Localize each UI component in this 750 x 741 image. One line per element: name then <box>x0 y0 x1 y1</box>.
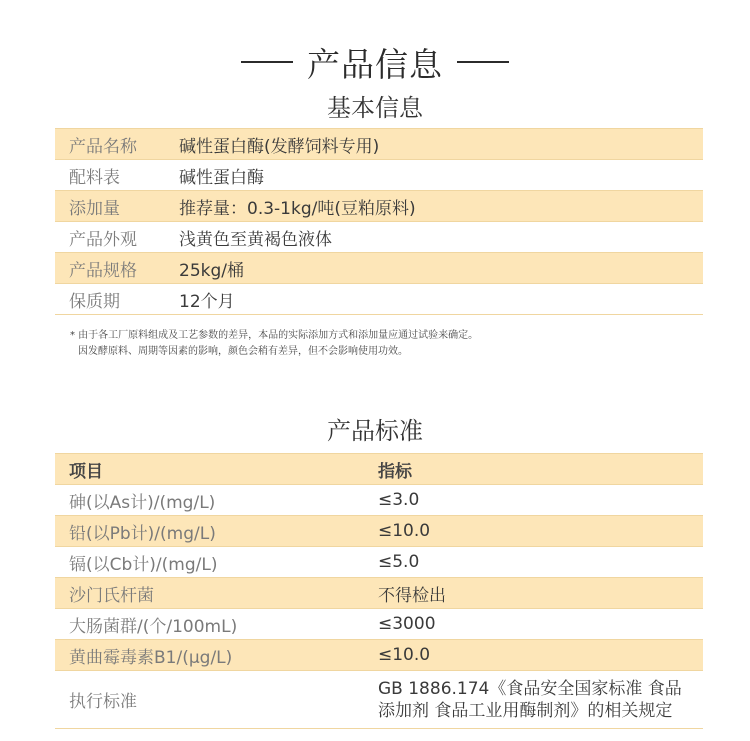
row-index: ≤10.0 <box>378 645 431 665</box>
header-index: 指标 <box>378 461 412 482</box>
row-item: 黄曲霉毒素B1/(μg/L) <box>69 647 233 668</box>
table-row <box>55 609 703 640</box>
table-row <box>55 284 703 315</box>
row-index: ≤5.0 <box>378 552 420 572</box>
table-row <box>55 640 703 671</box>
row-value: 12个月 <box>179 291 235 312</box>
footnote-line: 因发酵原料、周期等因素的影响，颜色会稍有差异，但不会影响使用功效。 <box>78 346 408 357</box>
row-label: 产品名称 <box>69 136 137 157</box>
row-value: 25kg/桶 <box>179 260 244 281</box>
table-row <box>55 191 703 222</box>
table-header-row <box>55 454 703 485</box>
table-row <box>55 547 703 578</box>
table-row <box>55 129 703 160</box>
table-row <box>55 485 703 516</box>
row-item: 铅(以Pb计)/(mg/L) <box>69 523 216 544</box>
basic-info-title: 基本信息 <box>327 94 423 122</box>
row-value: 碱性蛋白酶 <box>179 167 264 188</box>
row-value: 推荐量：0.3-1kg/吨(豆粕原料) <box>179 198 416 219</box>
product-standard-title: 产品标准 <box>327 417 423 445</box>
row-index: ≤10.0 <box>378 521 431 541</box>
row-index: ≤3000 <box>378 614 436 634</box>
row-item: 镉(以Cb计)/(mg/L) <box>69 554 218 575</box>
row-index: 不得检出 <box>378 585 446 606</box>
row-item: 执行标准 <box>69 692 137 712</box>
row-label: 添加量 <box>69 198 120 219</box>
table-row <box>55 671 703 729</box>
basic-info-table <box>55 128 703 315</box>
product-standard-table <box>55 453 703 729</box>
footnote <box>70 328 478 360</box>
page-title <box>0 40 750 84</box>
row-item: 大肠菌群/(个/100mL) <box>69 616 238 637</box>
row-index: GB 1886.174《食品安全国家标准 食品添加剂 食品工业用酶制剂》的相关规定 <box>378 678 682 721</box>
row-index: ≤3.0 <box>378 490 420 510</box>
row-item: 沙门氏杆菌 <box>69 585 154 606</box>
row-value: 碱性蛋白酶(发酵饲料专用) <box>179 136 380 157</box>
row-label: 产品外观 <box>69 229 137 250</box>
footnote-line: * 由于各工厂原料组成及工艺参数的差异，本品的实际添加方式和添加量应通过试验来确定。 <box>70 330 479 341</box>
table-row <box>55 160 703 191</box>
table-row <box>55 222 703 253</box>
table-row <box>55 516 703 547</box>
row-label: 保质期 <box>69 291 120 312</box>
table-row <box>55 578 703 609</box>
page-title-text: 产品信息 <box>307 44 443 84</box>
title-dash-left <box>241 61 293 63</box>
header-item: 项目 <box>69 461 103 482</box>
row-label: 产品规格 <box>69 260 137 281</box>
table-row <box>55 253 703 284</box>
row-label: 配料表 <box>69 167 120 188</box>
row-item: 砷(以As计)/(mg/L) <box>69 492 216 513</box>
title-dash-right <box>457 61 509 63</box>
row-value: 浅黄色至黄褐色液体 <box>179 229 332 250</box>
